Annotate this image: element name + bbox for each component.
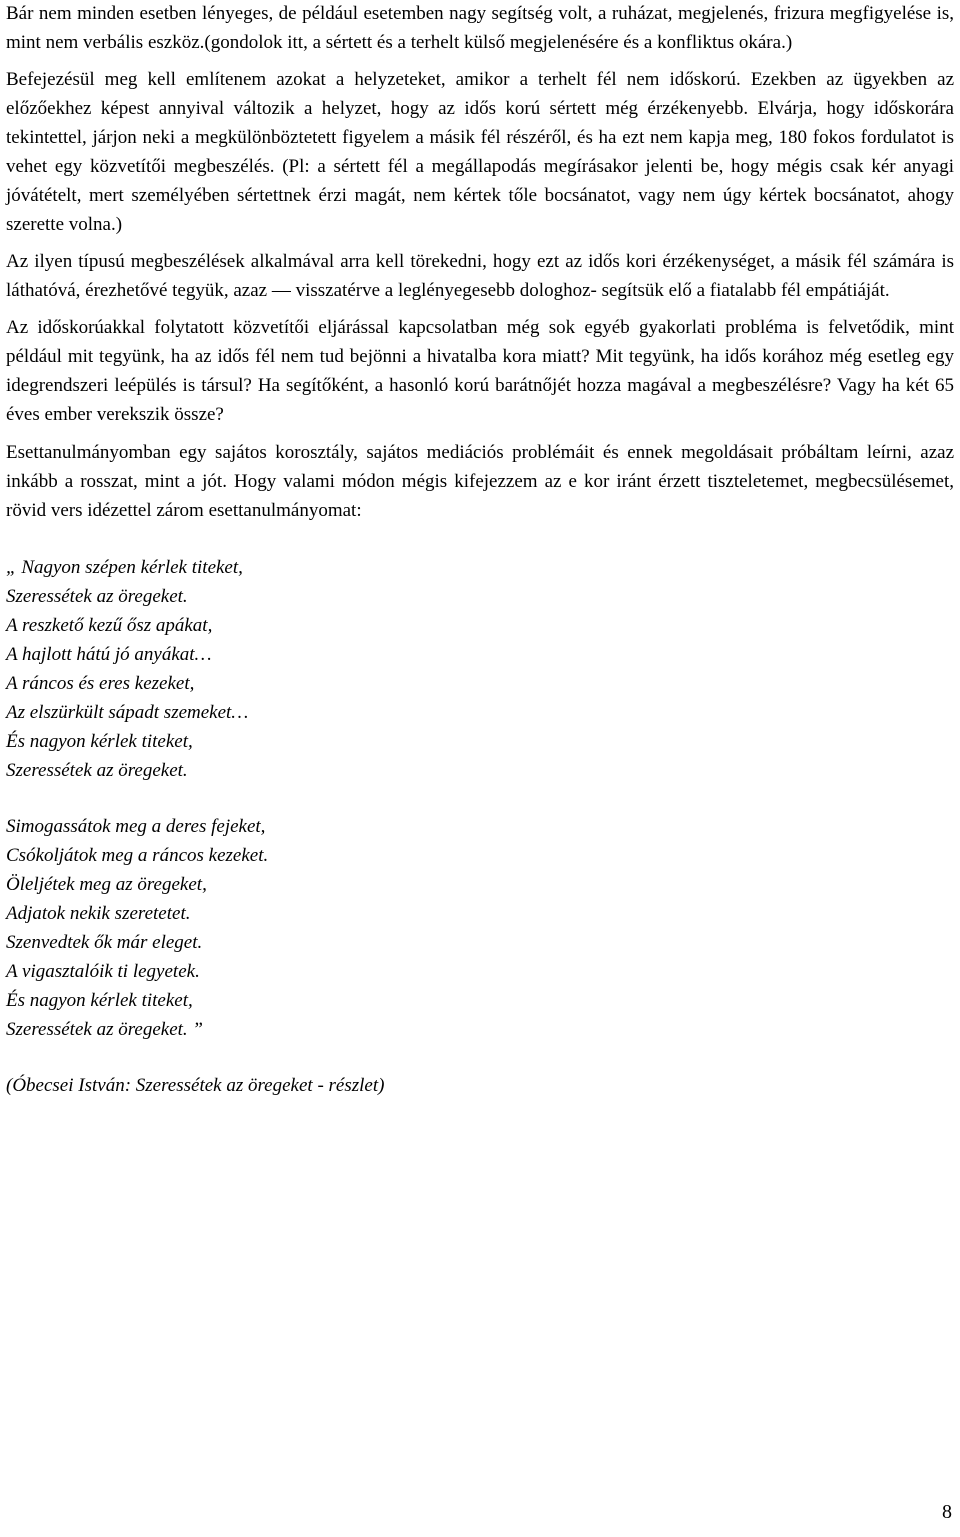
poem-line: Szenvedtek ők már eleget. [6, 932, 203, 953]
poem-line: Szeressétek az öregeket. [6, 760, 188, 781]
poem-line: És nagyon kérlek titeket, [6, 731, 193, 752]
poem-line: Öleljétek meg az öregeket, [6, 874, 207, 895]
paragraph-conclusion: Esettanulmányomban egy sajátos korosztály, sajátos mediációs problémáit és ennek megoldásait próbáltam leírni, azaz inkább a rosszat, mint a jót. Hogy valami módon mégis kifejezzem az e kor iránt érzett tiszteletemet, megbecsülésemet, rövid vers idézettel zárom esettanulmányomat: [6, 442, 954, 521]
poem-line: A vigasztalóik ti legyetek. [6, 961, 200, 982]
paragraph-sensitivity: Az ilyen típusú megbeszélések alkalmával arra kell törekedni, hogy ezt az idős kori érzékenységet, a másik fél számára is láthatóvá, érezhetővé tegyük, azaz — visszatérve a leglényegesebb dologhoz- segítsük elő a fiatalabb fél empátiáját. [6, 251, 954, 301]
poem-line: Szeressétek az öregeket. [6, 586, 188, 607]
paragraph-practical-problems: Az időskorúakkal folytatott közvetítői eljárással kapcsolatban még sok egyéb gyakorlati probléma is felvetődik, mint például mit tegyünk, ha az idős fél nem tud bejönni a hivatalba kora miatt? Mit tegyünk, ha idős korához még esetleg egy idegrendszeri leépülés is társul? Ha segítőként, a hasonló korú barátnőjét hozza magával a megbeszélésre? Vagy ha két 65 éves ember verekszik össze? [6, 317, 954, 425]
poem-source-citation [6, 1071, 954, 1100]
poem-line: Szeressétek az öregeket. ” [6, 1019, 203, 1040]
poem-line: Simogassátok meg a deres fejeket, [6, 816, 266, 837]
poem-line: Az elszürkült sápadt szemeket… [6, 702, 249, 723]
page-number: 8 [942, 1501, 952, 1523]
poem-line: A hajlott hátú jó anyákat… [6, 644, 212, 665]
poem-line: „ Nagyon szépen kérlek titeket, [6, 557, 243, 578]
poem-line: Csókoljátok meg a ráncos kezeket. [6, 845, 269, 866]
paragraph-non-elderly-offender: Befejezésül meg kell említenem azokat a helyzeteket, amikor a terhelt fél nem időskorú. Ezekben az ügyekben az előzőekhez képest annyival változik a helyzet, hogy az idős korú sértett még érzékenyebb. Elvárja, hogy időskorára tekintettel, járjon neki a megkülönböztetett figyelem a másik fél részéről, és ha ezt nem kapja meg, 180 fokos fordulatot is vehet egy közvetítői megbeszélés. (Pl: a sértett fél a megállapodás megírásakor jelenti be, hogy mégis csak kér anyagi jóvátételt, mert személyében sértettnek érzi magát, nem kértek tőle bocsánatot, vagy nem úgy kértek bocsánatot, ahogy szerette volna.) [6, 69, 954, 235]
poem-line: Adjatok nekik szeretetet. [6, 903, 191, 924]
document-page [6, 0, 954, 1100]
poem-line: A ráncos és eres kezeket, [6, 673, 195, 694]
citation-text: (Óbecsei István: Szeressétek az öregeket - részlet) [6, 1075, 385, 1096]
poem-line: A reszkető kezű ősz apákat, [6, 615, 213, 636]
poem-stanza-1 [6, 553, 954, 785]
paragraph-clothing-observation: Bár nem minden esetben lényeges, de például esetemben nagy segítség volt, a ruházat, megjelenés, frizura megfigyelése is, mint nem verbális eszköz.(gondolok itt, a sértett és a terhelt külső megjelenésére és a konfliktus okára.) [6, 3, 954, 53]
poem-line: És nagyon kérlek titeket, [6, 990, 193, 1011]
poem-stanza-2 [6, 812, 954, 1044]
